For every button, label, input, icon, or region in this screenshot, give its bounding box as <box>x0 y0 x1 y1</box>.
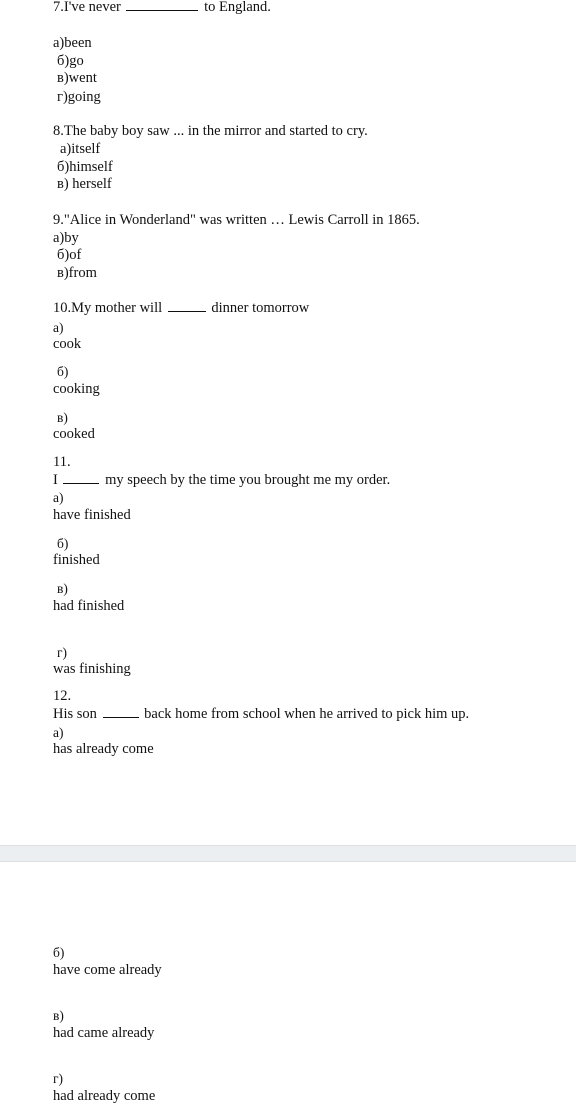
question-8-option-b: б)himself <box>57 159 113 175</box>
question-10-option-b-text: cooking <box>53 381 100 397</box>
question-11-option-c-letter: в) <box>57 581 68 596</box>
question-7-option-b: б)go <box>57 53 84 69</box>
question-8-stem: 8.The baby boy saw ... in the mirror and started to cry. <box>53 123 368 139</box>
question-12-option-d-text: had already come <box>53 1088 156 1104</box>
question-12-stem <box>53 706 469 723</box>
question-10-option-a-letter: а) <box>53 320 64 335</box>
question-7-stem-start: 7.I've never <box>53 0 121 15</box>
page-separator <box>0 845 576 862</box>
question-9-option-a: а)by <box>53 230 79 246</box>
answer-blank <box>103 716 139 718</box>
question-11-option-d-text: was finishing <box>53 661 131 677</box>
question-10-stem <box>53 300 309 317</box>
answer-blank <box>126 9 198 11</box>
question-11-stem-start: I <box>53 472 58 488</box>
question-8-option-c: в) herself <box>57 176 112 192</box>
question-11-stem <box>53 472 390 489</box>
answer-blank <box>168 310 206 312</box>
question-10-option-a-text: cook <box>53 336 82 352</box>
question-11-number: 11. <box>53 454 71 470</box>
question-10-option-b-letter: б) <box>57 364 69 379</box>
question-12-option-a-letter: а) <box>53 725 64 740</box>
question-12-number: 12. <box>53 688 72 704</box>
question-12-option-a-text: has already come <box>53 741 154 757</box>
question-9-stem: 9."Alice in Wonderland" was written … Lewis Carroll in 1865. <box>53 212 420 228</box>
question-11-option-b-text: finished <box>53 552 100 568</box>
question-11-option-a-letter: а) <box>53 490 64 505</box>
question-9-option-b: б)of <box>57 247 82 263</box>
question-12-option-c-text: had came already <box>53 1025 155 1041</box>
question-12-stem-end: back home from school when he arrived to pick him up. <box>144 706 470 722</box>
question-12-option-d-letter: г) <box>53 1071 64 1086</box>
question-11-option-b-letter: б) <box>57 536 69 551</box>
document-page-2 <box>0 862 576 1115</box>
question-11-option-a-text: have finished <box>53 507 131 523</box>
question-11-stem-end: my speech by the time you brought me my order. <box>105 472 391 488</box>
question-12-option-b-letter: б) <box>53 945 65 960</box>
question-9-option-c: в)from <box>57 265 97 281</box>
question-10-stem-end: dinner tomorrow <box>211 300 310 316</box>
question-7-stem <box>53 0 271 16</box>
question-7-option-c: в)went <box>57 70 97 86</box>
answer-blank <box>63 482 99 484</box>
question-12-option-b-text: have come already <box>53 962 162 978</box>
question-11-option-d-letter: г) <box>57 645 68 660</box>
question-10-option-c-text: cooked <box>53 426 95 442</box>
question-11-option-c-text: had finished <box>53 598 125 614</box>
question-8-option-a: а)itself <box>60 141 101 157</box>
question-7-option-d: г)going <box>57 89 101 105</box>
question-10-stem-start: 10.My mother will <box>53 300 163 316</box>
question-10-option-c-letter: в) <box>57 410 68 425</box>
question-7-option-a: а)been <box>53 35 92 51</box>
question-12-option-c-letter: в) <box>53 1008 64 1023</box>
question-7-stem-end: to England. <box>204 0 271 15</box>
question-12-stem-start: His son <box>53 706 97 722</box>
